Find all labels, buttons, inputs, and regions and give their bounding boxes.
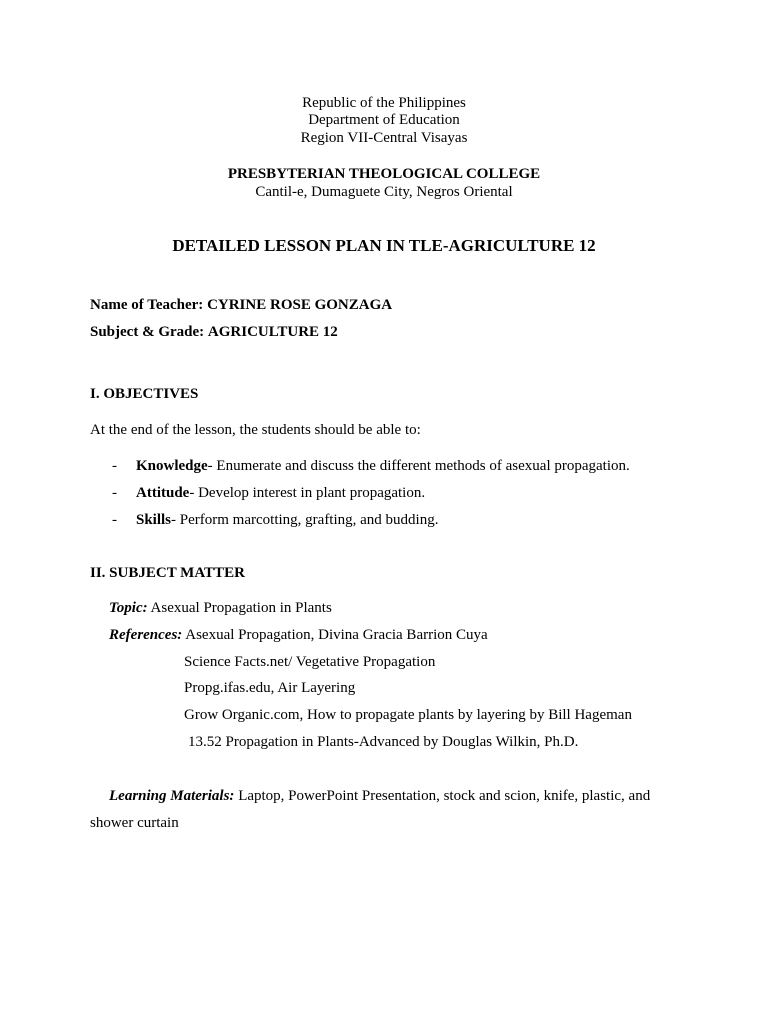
subject-value: AGRICULTURE 12 [207,324,338,340]
header-department: Department of Education [308,112,460,128]
teacher-line [90,296,392,314]
school-address: Cantil-e, Dumaguete City, Negros Oriental [255,184,513,200]
reference-item: Propg.ifas.edu, Air Layering [184,680,356,696]
materials-value: Laptop, PowerPoint Presentation, stock and scion, knife, plastic, and [238,788,651,804]
reference-item: Grow Organic.com, How to propagate plants by layering by Bill Hageman [184,707,632,723]
reference-item: Asexual Propagation, Divina Gracia Barrion Cuya [185,627,488,643]
references-label: References: [109,627,183,643]
materials-continuation: shower curtain [90,815,179,831]
topic-label: Topic: [109,600,148,616]
objective-term: Knowledge [136,458,208,474]
references-line [109,626,488,644]
bullet-dash: - [112,485,117,501]
objective-description: - Perform marcotting, grafting, and budding. [171,512,439,528]
subject-line [90,323,338,341]
objective-term: Attitude [136,485,190,501]
bullet-dash: - [112,512,117,528]
subject-label: Subject & Grade: [90,324,205,340]
header-region: Region VII-Central Visayas [300,130,468,146]
topic-line [109,599,332,617]
bullet-dash: - [112,458,117,474]
materials-line [109,787,650,805]
objectives-intro: At the end of the lesson, the students should be able to: [90,422,421,438]
reference-item: Science Facts.net/ Vegetative Propagation [184,654,436,670]
reference-item: 13.52 Propagation in Plants-Advanced by Douglas Wilkin, Ph.D. [188,734,579,750]
document-title: DETAILED LESSON PLAN IN TLE-AGRICULTURE 12 [172,236,596,255]
objective-text [136,484,425,502]
objective-text [136,457,630,475]
objective-text [136,511,438,529]
school-name: PRESBYTERIAN THEOLOGICAL COLLEGE [227,166,541,182]
materials-label: Learning Materials: [109,788,235,804]
objective-term: Skills [136,512,172,528]
objective-description: - Enumerate and discuss the different methods of asexual propagation. [207,458,630,474]
teacher-name: CYRINE ROSE GONZAGA [207,297,393,313]
header-republic: Republic of the Philippines [302,95,466,111]
topic-value: Asexual Propagation in Plants [150,600,332,616]
teacher-label: Name of Teacher: [90,297,204,313]
objective-description: - Develop interest in plant propagation. [189,485,426,501]
subject-matter-heading: II. SUBJECT MATTER [90,565,245,581]
objectives-heading: I. OBJECTIVES [90,386,199,402]
